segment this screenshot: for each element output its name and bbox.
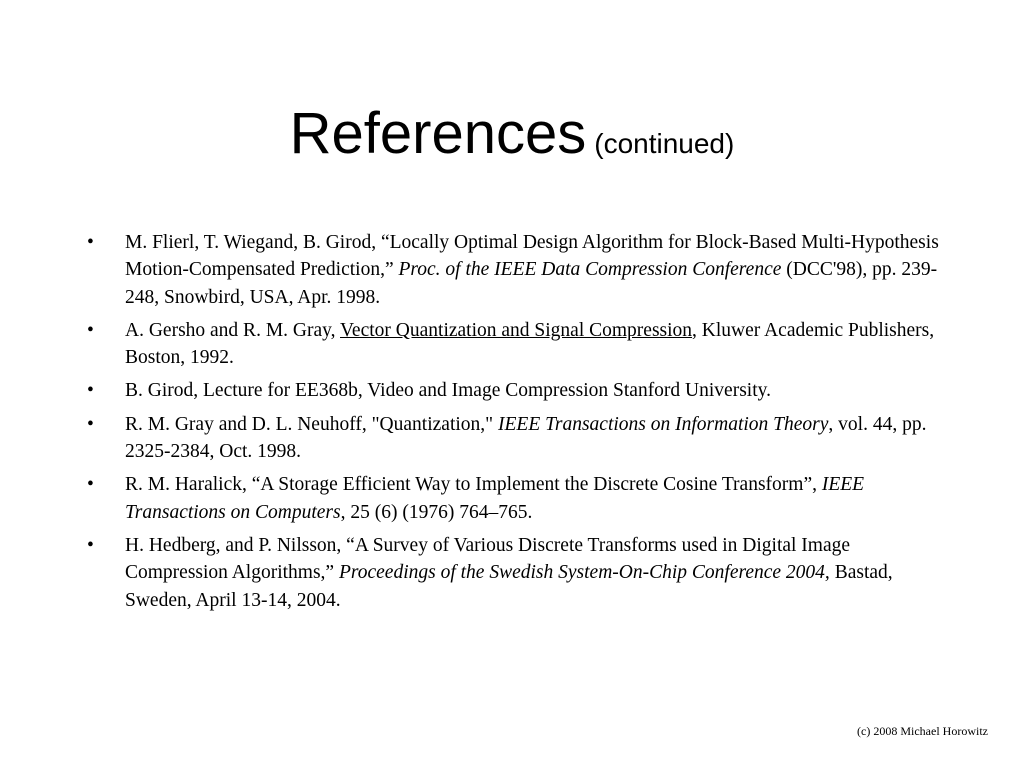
bullet-icon: • xyxy=(87,413,94,435)
reference-venue: Proc. of the IEEE Data Compression Conference xyxy=(398,259,782,281)
bullet-icon: • xyxy=(87,534,94,556)
reference-details: , 25 (6) (1976) 764–765. xyxy=(340,501,533,523)
reference-item xyxy=(87,411,955,466)
reference-details: (DCC'98), pp. 239-248, Snowbird, USA, Apr. 1998. xyxy=(125,259,938,308)
bullet-icon: • xyxy=(87,380,94,402)
reference-item xyxy=(87,532,955,614)
reference-details: Bastad, Sweden, April 13-14, 2004. xyxy=(125,562,893,611)
reference-venue: IEEE Transactions on Computers xyxy=(125,474,865,523)
reference-book-title: Vector Quantization and Signal Compression xyxy=(340,319,693,341)
reference-venue: Proceedings of the Swedish System-On-Chip Conference 2004, xyxy=(338,562,830,584)
copyright-footer: (c) 2008 Michael Horowitz xyxy=(857,724,988,738)
bullet-icon: • xyxy=(87,319,94,341)
reference-details: , vol. 44, pp. 2325-2384, Oct. 1998. xyxy=(125,413,927,463)
reference-item xyxy=(87,377,955,404)
bullet-icon: • xyxy=(87,474,94,496)
reference-list xyxy=(87,229,955,620)
title-subtitle: (continued) xyxy=(594,128,735,159)
bullet-icon: • xyxy=(87,232,94,253)
reference-authors: M. Flierl, T. Wiegand, B. Girod, “Locally Optimal Design Algorithm for Block-Based Multi-Hypothesis Motion-Compensated Prediction,” xyxy=(125,232,939,281)
reference-authors: A. Gersho and R. M. Gray, xyxy=(125,319,341,341)
reference-details: , Kluwer Academic Publishers, Boston, 1992. xyxy=(125,319,935,369)
reference-item xyxy=(87,317,955,372)
reference-item xyxy=(87,229,955,311)
title-main: References xyxy=(289,101,587,166)
reference-text: B. Girod, Lecture for EE368b, Video and Image Compression Stanford University. xyxy=(125,380,771,402)
reference-item xyxy=(87,471,955,526)
reference-authors: R. M. Gray and D. L. Neuhoff, "Quantization," xyxy=(125,413,498,435)
slide-title xyxy=(0,98,1024,180)
reference-venue: IEEE Transactions on Information Theory xyxy=(498,413,829,435)
reference-authors: R. M. Haralick, “A Storage Efficient Way to Implement the Discrete Cosine Transform”, xyxy=(125,474,822,496)
reference-authors: H. Hedberg, and P. Nilsson, “A Survey of Various Discrete Transforms used in Digital Image Compression Algorithms,” xyxy=(125,534,851,584)
